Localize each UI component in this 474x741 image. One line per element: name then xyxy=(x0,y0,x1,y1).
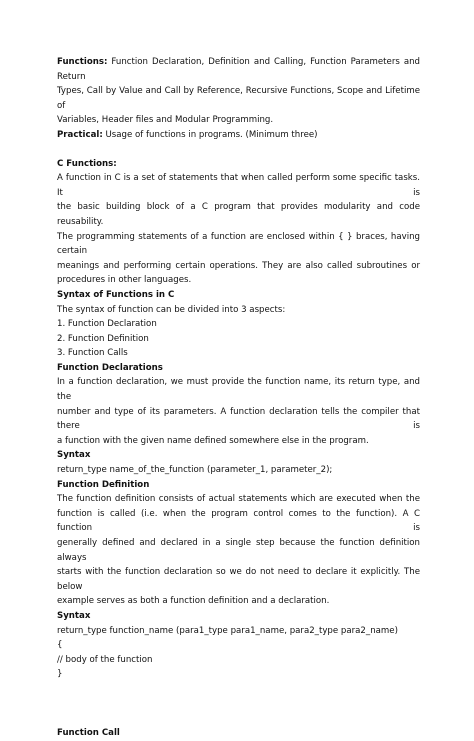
declarations-paragraph-line: a function with the given name defined somewhere else in the program. xyxy=(57,435,369,446)
c-functions-paragraph-line: the basic building block of a C program that provides modularity and code reusability. xyxy=(57,202,420,227)
functions-topics-line-3: Variables, Header files and Modular Programming. xyxy=(57,115,274,126)
practical-label: Practical: xyxy=(57,129,103,140)
practical-line xyxy=(57,128,420,143)
definition-code-line: // body of the function xyxy=(57,654,153,665)
c-functions-paragraph-line: The programming statements of a function are enclosed within { } braces, having certain xyxy=(57,231,420,257)
declarations-paragraph-line: number and type of its parameters. A function declaration tells the compiler that there is xyxy=(57,406,420,432)
function-declarations-heading: Function Declarations xyxy=(57,362,163,373)
declaration-syntax-heading: Syntax xyxy=(57,450,91,461)
practical-text: Usage of functions in programs. (Minimum three) xyxy=(102,129,318,140)
functions-label: Functions: xyxy=(57,57,108,67)
declarations-paragraph-line: In a function declaration, we must provide the function name, its return type, and the xyxy=(57,377,420,403)
syntax-of-functions-heading: Syntax of Functions in C xyxy=(57,289,175,300)
syntax-intro: The syntax of function can be divided into 3 aspects: xyxy=(57,304,286,315)
syntax-list-item: 1. Function Declaration xyxy=(57,319,157,330)
definition-code-line: return_type function_name (para1_type para1_name, para2_type para2_name) xyxy=(57,625,398,636)
function-definition-heading: Function Definition xyxy=(57,479,150,490)
functions-topics-text-1: Function Declaration, Definition and Calling, Function Parameters and Return xyxy=(57,57,420,82)
definition-paragraph-line: example serves as both a function definition and a declaration. xyxy=(57,596,330,607)
c-functions-heading: C Functions: xyxy=(57,158,117,169)
document-page xyxy=(57,55,420,741)
definition-code-line: { xyxy=(57,640,63,651)
function-call-heading: Function Call xyxy=(57,727,120,738)
spacer xyxy=(57,682,420,726)
functions-topics-line-2: Types, Call by Value and Call by Reference, Recursive Functions, Scope and Lifetime of xyxy=(57,86,420,111)
syntax-list-item: 3. Function Calls xyxy=(57,348,128,359)
definition-paragraph-line: starts with the function declaration so we do not need to declare it explicitly. The below xyxy=(57,567,420,592)
definition-paragraph-line: generally defined and declared in a single step because the function definition always xyxy=(57,538,420,563)
c-functions-paragraph-line: meanings and performing certain operations. They are also called subroutines or xyxy=(57,260,420,271)
declaration-syntax-code: return_type name_of_the_function (parameter_1, parameter_2); xyxy=(57,465,333,476)
functions-topics-line-1 xyxy=(57,55,420,84)
spacer xyxy=(57,143,420,157)
c-functions-paragraph-line: procedures in other languages. xyxy=(57,275,192,286)
definition-paragraph-line: function is called (i.e. when the program control comes to the function). A C function is xyxy=(57,508,420,534)
syntax-list-item: 2. Function Definition xyxy=(57,333,149,344)
definition-syntax-heading: Syntax xyxy=(57,610,91,621)
definition-code-line: } xyxy=(57,669,63,680)
c-functions-paragraph-line: A function in C is a set of statements that when called perform some specific tasks. It is xyxy=(57,173,420,198)
definition-paragraph-line: The function definition consists of actual statements which are executed when the xyxy=(57,494,420,505)
